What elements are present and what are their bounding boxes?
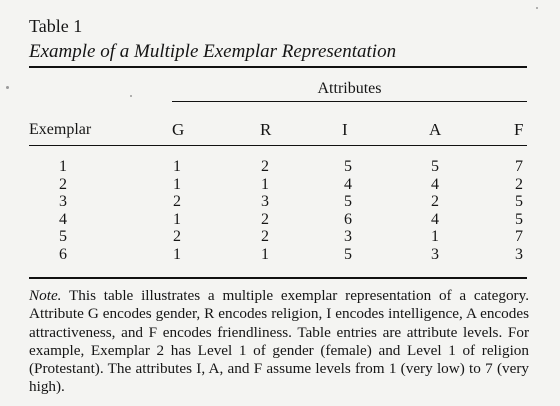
- table-cell: 3: [344, 228, 352, 246]
- table-cell: 4: [431, 210, 439, 228]
- table-cell: 5: [59, 228, 67, 246]
- table-cell: 5: [431, 158, 439, 175]
- table-note: [29, 287, 529, 397]
- column-f: [509, 158, 529, 264]
- table-cell: 1: [59, 158, 67, 175]
- attributes-spanner: Attributes: [317, 80, 382, 97]
- table-cell: 4: [344, 175, 352, 193]
- table-cell: 1: [173, 175, 181, 193]
- note-label: Note.: [29, 287, 62, 304]
- scan-speck: [130, 95, 132, 97]
- table-cell: 2: [261, 210, 269, 228]
- table-cell: 5: [515, 193, 523, 211]
- table-cell: 3: [431, 245, 439, 263]
- column-header-g: G: [172, 120, 185, 139]
- table-cell: 1: [173, 210, 181, 228]
- table-cell: 4: [59, 210, 67, 228]
- table-cell: 7: [515, 228, 523, 246]
- table-cell: 5: [344, 158, 352, 175]
- table-caption: Example of a Multiple Exemplar Representation: [29, 41, 397, 62]
- table-cell: 2: [261, 158, 269, 175]
- table-cell: 3: [515, 245, 523, 263]
- table-cell: 2: [173, 228, 181, 246]
- column-header-f: F: [514, 120, 524, 139]
- attributes-rule: [172, 101, 527, 102]
- table-cell: 6: [59, 245, 67, 263]
- bottom-rule: [29, 277, 527, 279]
- table-cell: 5: [344, 193, 352, 211]
- table-cell: 1: [173, 245, 181, 263]
- top-rule: [29, 66, 527, 68]
- table-cell: 2: [261, 228, 269, 246]
- column-header-a: A: [429, 120, 442, 139]
- table-cell: 7: [515, 158, 523, 175]
- column-i: [338, 158, 358, 264]
- table-cell: 1: [261, 175, 269, 193]
- table-cell: 1: [173, 158, 181, 175]
- table-cell: 2: [515, 175, 523, 193]
- table-cell: 5: [515, 210, 523, 228]
- table-cell: 3: [59, 193, 67, 211]
- table-label: Table 1: [29, 16, 83, 36]
- table-cell: 2: [173, 193, 181, 211]
- note-text: This table illustrates a multiple exemplar representation of a category. Attribute G encodes gender, R encodes religion, I encodes intelligence, A encodes attractiveness, and F encodes friendliness. Table entries are attribute levels. For example, Exemplar 2 has Level 1 of gender (female) and Level 1 of religion (Protestant). The attributes I, A, and F assume levels from 1 (very low) to 7 (very high).: [29, 287, 529, 396]
- table-cell: 6: [344, 210, 352, 228]
- table-cell: 1: [431, 228, 439, 246]
- table-cell: 4: [431, 175, 439, 193]
- column-header-i: I: [342, 120, 348, 139]
- column-a: [425, 158, 445, 264]
- table-cell: 2: [59, 175, 67, 193]
- column-exemplar: [53, 158, 73, 264]
- table-cell: 2: [431, 193, 439, 211]
- column-header-r: R: [260, 120, 272, 139]
- header-rule: [29, 145, 527, 146]
- column-g: [167, 158, 187, 264]
- scan-speck: [6, 86, 9, 89]
- column-r: [255, 158, 275, 264]
- table-cell: 1: [261, 245, 269, 263]
- column-header-exemplar: Exemplar: [29, 121, 92, 138]
- table-cell: 3: [261, 193, 269, 211]
- scan-speck: [536, 7, 538, 9]
- table-cell: 5: [344, 245, 352, 263]
